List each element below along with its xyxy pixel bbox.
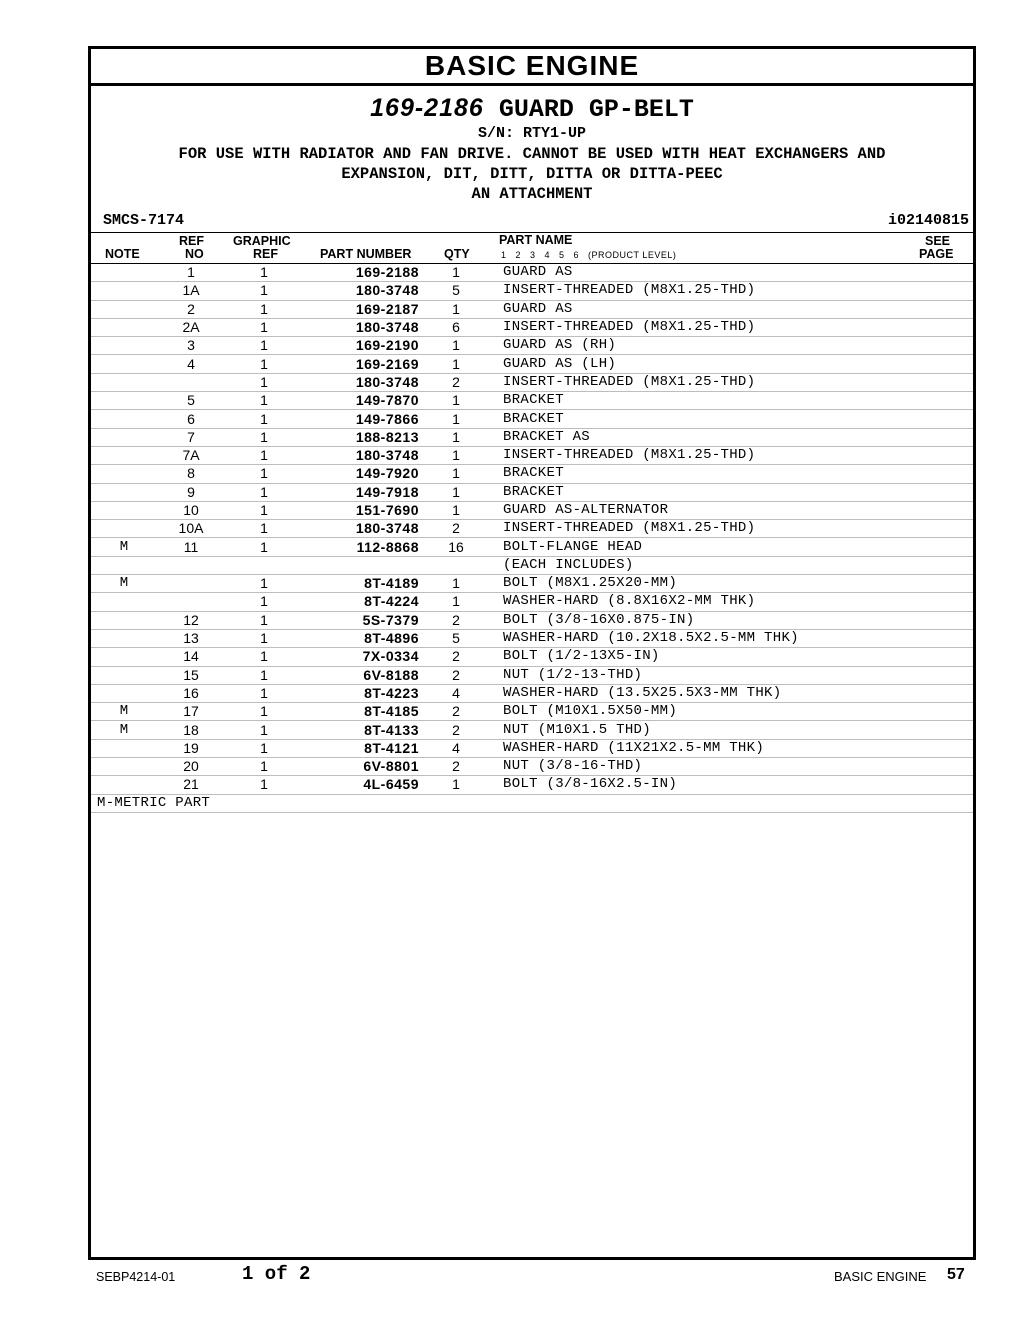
col-see-bottom: PAGE: [919, 247, 954, 261]
cell-pn: 188-8213: [303, 428, 429, 446]
cell-name: BRACKET: [483, 392, 913, 410]
cell-pn: 8T-4121: [303, 739, 429, 757]
cell-see-page: [913, 465, 973, 483]
cell-ref: 1A: [157, 282, 225, 300]
cell-qty: 1: [429, 776, 483, 794]
cell-ref: 17: [157, 703, 225, 721]
cell-see-page: [913, 556, 973, 574]
cell-pn: 8T-4896: [303, 629, 429, 647]
cell-qty: [429, 556, 483, 574]
cell-name: BOLT (M8X1.25X20-MM): [483, 575, 913, 593]
table-row: [91, 776, 973, 794]
table-row: [91, 575, 973, 593]
cell-gref: 1: [225, 282, 303, 300]
cell-pn: 169-2187: [303, 300, 429, 318]
cell-note: [91, 776, 157, 794]
col-ref-top: REF: [179, 234, 204, 248]
cell-ref: 2A: [157, 318, 225, 336]
page-number: 57: [947, 1266, 965, 1283]
cell-see-page: [913, 703, 973, 721]
cell-qty: 1: [429, 410, 483, 428]
cell-note: [91, 483, 157, 501]
serial-number: S/N: RTY1-UP: [477, 125, 587, 142]
cell-pn: 8T-4185: [303, 703, 429, 721]
cell-see-page: [913, 666, 973, 684]
cell-gref: 1: [225, 264, 303, 282]
cell-pn: 149-7918: [303, 483, 429, 501]
cell-name: BOLT (3/8-16X2.5-IN): [483, 776, 913, 794]
cell-pn: 8T-4224: [303, 593, 429, 611]
cell-name: INSERT-THREADED (M8X1.25-THD): [483, 520, 913, 538]
table-row: [91, 282, 973, 300]
cell-qty: 4: [429, 739, 483, 757]
cell-pn: [303, 556, 429, 574]
table-row: [91, 392, 973, 410]
cell-see-page: [913, 428, 973, 446]
cell-note: [91, 318, 157, 336]
cell-see-page: [913, 758, 973, 776]
cell-pn: 169-2190: [303, 337, 429, 355]
cell-qty: 2: [429, 520, 483, 538]
cell-ref: 19: [157, 739, 225, 757]
cell-ref: 12: [157, 611, 225, 629]
cell-name: INSERT-THREADED (M8X1.25-THD): [483, 282, 913, 300]
cell-ref: 21: [157, 776, 225, 794]
cell-ref: 14: [157, 648, 225, 666]
cell-pn: 5S-7379: [303, 611, 429, 629]
document-id: SEBP4214-01: [96, 1270, 176, 1284]
cell-see-page: [913, 721, 973, 739]
cell-pn: 8T-4223: [303, 684, 429, 702]
cell-note: [91, 264, 157, 282]
table-row: [91, 703, 973, 721]
cell-gref: 1: [225, 666, 303, 684]
part-title: [91, 94, 973, 124]
table-row: [91, 648, 973, 666]
cell-ref: 13: [157, 629, 225, 647]
cell-see-page: [913, 373, 973, 391]
table-row: [91, 739, 973, 757]
cell-note: [91, 739, 157, 757]
footer-section: BASIC ENGINE: [834, 1269, 927, 1284]
cell-qty: 1: [429, 428, 483, 446]
table-row: [91, 337, 973, 355]
cell-ref: 10: [157, 501, 225, 519]
table-row: [91, 538, 973, 556]
cell-pn: 7X-0334: [303, 648, 429, 666]
part-header: [91, 94, 973, 204]
column-headers: [91, 233, 973, 264]
cell-see-page: [913, 629, 973, 647]
cell-name: WASHER-HARD (11X21X2.5-MM THK): [483, 739, 913, 757]
cell-gref: 1: [225, 629, 303, 647]
table-row: [91, 264, 973, 282]
table-row: [91, 318, 973, 336]
table-row: [91, 355, 973, 373]
cell-gref: 1: [225, 520, 303, 538]
table-row: [91, 465, 973, 483]
cell-name: NUT (M10X1.5 THD): [483, 721, 913, 739]
cell-ref: 20: [157, 758, 225, 776]
cell-name: BRACKET: [483, 465, 913, 483]
cell-pn: 180-3748: [303, 282, 429, 300]
table-row: [91, 446, 973, 464]
cell-pn: 169-2188: [303, 264, 429, 282]
cell-ref: 10A: [157, 520, 225, 538]
col-note: NOTE: [105, 247, 140, 261]
cell-gref: [225, 556, 303, 574]
cell-gref: 1: [225, 684, 303, 702]
illustration-id: i02140815: [887, 212, 969, 229]
part-name-title: GUARD GP-BELT: [498, 95, 694, 124]
smcs-row: [91, 210, 973, 233]
table-row: [91, 684, 973, 702]
cell-note: [91, 520, 157, 538]
cell-name: GUARD AS: [483, 264, 913, 282]
smcs-code: SMCS-7174: [103, 212, 185, 229]
cell-qty: 1: [429, 264, 483, 282]
cell-ref: 18: [157, 721, 225, 739]
cell-gref: 1: [225, 648, 303, 666]
cell-see-page: [913, 300, 973, 318]
part-number-title: 169-2186: [370, 94, 484, 122]
cell-qty: 1: [429, 483, 483, 501]
cell-see-page: [913, 538, 973, 556]
cell-ref: [157, 575, 225, 593]
cell-name: GUARD AS (LH): [483, 355, 913, 373]
col-ref-bottom: NO: [185, 247, 204, 261]
cell-note: [91, 666, 157, 684]
cell-gref: 1: [225, 758, 303, 776]
table-row: [91, 611, 973, 629]
cell-gref: 1: [225, 483, 303, 501]
col-see-top: SEE: [925, 234, 951, 248]
table-row: [91, 501, 973, 519]
cell-qty: 2: [429, 611, 483, 629]
table-row: [91, 666, 973, 684]
cell-ref: 11: [157, 538, 225, 556]
cell-see-page: [913, 520, 973, 538]
cell-qty: 6: [429, 318, 483, 336]
cell-pn: 6V-8801: [303, 758, 429, 776]
cell-qty: 1: [429, 355, 483, 373]
table-row: [91, 721, 973, 739]
cell-qty: 4: [429, 684, 483, 702]
cell-pn: 180-3748: [303, 520, 429, 538]
cell-see-page: [913, 355, 973, 373]
cell-qty: 1: [429, 300, 483, 318]
cell-note: [91, 282, 157, 300]
cell-gref: 1: [225, 501, 303, 519]
cell-gref: 1: [225, 465, 303, 483]
cell-ref: 16: [157, 684, 225, 702]
cell-name: BRACKET: [483, 410, 913, 428]
cell-qty: 2: [429, 703, 483, 721]
cell-name: GUARD AS: [483, 300, 913, 318]
cell-note: [91, 629, 157, 647]
cell-note: [91, 392, 157, 410]
cell-gref: 1: [225, 721, 303, 739]
cell-pn: 112-8868: [303, 538, 429, 556]
cell-qty: 1: [429, 501, 483, 519]
parts-table: [91, 264, 973, 813]
description-line-2: EXPANSION, DIT, DITT, DITTA OR DITTA-PEEC: [341, 165, 723, 183]
cell-pn: 180-3748: [303, 318, 429, 336]
cell-ref: 15: [157, 666, 225, 684]
cell-qty: 1: [429, 446, 483, 464]
cell-name: BOLT (1/2-13X5-IN): [483, 648, 913, 666]
cell-note: M: [91, 721, 157, 739]
table-row: [91, 483, 973, 501]
cell-gref: 1: [225, 392, 303, 410]
cell-gref: 1: [225, 611, 303, 629]
cell-note: [91, 501, 157, 519]
cell-note: [91, 300, 157, 318]
cell-see-page: [913, 392, 973, 410]
description-line-1: FOR USE WITH RADIATOR AND FAN DRIVE. CANNOT BE USED WITH HEAT EXCHANGERS AND: [178, 145, 886, 163]
cell-pn: 8T-4133: [303, 721, 429, 739]
cell-note: [91, 428, 157, 446]
cell-pn: 169-2169: [303, 355, 429, 373]
cell-name: BRACKET AS: [483, 428, 913, 446]
cell-note: [91, 465, 157, 483]
cell-ref: 8: [157, 465, 225, 483]
cell-qty: 1: [429, 575, 483, 593]
cell-gref: 1: [225, 538, 303, 556]
cell-ref: 3: [157, 337, 225, 355]
description-line-3: AN ATTACHMENT: [471, 185, 593, 203]
table-row: [91, 629, 973, 647]
cell-note: [91, 410, 157, 428]
col-graphic-bottom: REF: [253, 247, 278, 261]
table-row: [91, 410, 973, 428]
cell-name: INSERT-THREADED (M8X1.25-THD): [483, 318, 913, 336]
cell-ref: 5: [157, 392, 225, 410]
cell-see-page: [913, 593, 973, 611]
cell-qty: 2: [429, 721, 483, 739]
cell-pn: 149-7870: [303, 392, 429, 410]
cell-gref: 1: [225, 776, 303, 794]
cell-ref: [157, 593, 225, 611]
page-frame: [88, 46, 976, 1260]
cell-note: M: [91, 538, 157, 556]
cell-see-page: [913, 776, 973, 794]
cell-name: INSERT-THREADED (M8X1.25-THD): [483, 373, 913, 391]
cell-note: M: [91, 575, 157, 593]
cell-note: [91, 556, 157, 574]
table-row: [91, 373, 973, 391]
cell-see-page: [913, 446, 973, 464]
cell-gref: 1: [225, 593, 303, 611]
cell-name: BOLT-FLANGE HEAD: [483, 538, 913, 556]
cell-see-page: [913, 611, 973, 629]
cell-pn: 149-7866: [303, 410, 429, 428]
metric-footnote: M-METRIC PART: [91, 794, 973, 812]
cell-ref: 6: [157, 410, 225, 428]
cell-note: [91, 611, 157, 629]
cell-see-page: [913, 337, 973, 355]
cell-qty: 1: [429, 593, 483, 611]
col-part-name: PART NAME: [499, 233, 573, 247]
cell-note: [91, 593, 157, 611]
cell-note: [91, 373, 157, 391]
cell-name: BOLT (3/8-16X0.875-IN): [483, 611, 913, 629]
cell-see-page: [913, 684, 973, 702]
cell-name: GUARD AS-ALTERNATOR: [483, 501, 913, 519]
cell-ref: 9: [157, 483, 225, 501]
cell-gref: 1: [225, 428, 303, 446]
cell-see-page: [913, 410, 973, 428]
cell-name: (EACH INCLUDES): [483, 556, 913, 574]
table-row: [91, 428, 973, 446]
cell-gref: 1: [225, 300, 303, 318]
cell-pn: 6V-8188: [303, 666, 429, 684]
cell-see-page: [913, 648, 973, 666]
cell-note: [91, 684, 157, 702]
cell-note: [91, 446, 157, 464]
cell-see-page: [913, 282, 973, 300]
cell-qty: 2: [429, 758, 483, 776]
cell-see-page: [913, 575, 973, 593]
cell-gref: 1: [225, 355, 303, 373]
page-of: 1 of 2: [242, 1263, 311, 1285]
col-part-number: PART NUMBER: [320, 247, 412, 261]
cell-see-page: [913, 264, 973, 282]
cell-pn: 4L-6459: [303, 776, 429, 794]
table-row: [91, 520, 973, 538]
cell-qty: 2: [429, 666, 483, 684]
cell-gref: 1: [225, 410, 303, 428]
cell-name: BOLT (M10X1.5X50-MM): [483, 703, 913, 721]
col-graphic-top: GRAPHIC: [233, 234, 291, 248]
cell-qty: 1: [429, 337, 483, 355]
cell-gref: 1: [225, 318, 303, 336]
cell-gref: 1: [225, 703, 303, 721]
col-qty: QTY: [444, 247, 470, 261]
cell-gref: 1: [225, 373, 303, 391]
cell-gref: 1: [225, 575, 303, 593]
cell-see-page: [913, 739, 973, 757]
cell-see-page: [913, 483, 973, 501]
page-footer: [0, 1262, 1020, 1292]
cell-gref: 1: [225, 739, 303, 757]
cell-name: INSERT-THREADED (M8X1.25-THD): [483, 446, 913, 464]
cell-see-page: [913, 501, 973, 519]
cell-ref: 7: [157, 428, 225, 446]
cell-ref: 4: [157, 355, 225, 373]
cell-note: [91, 355, 157, 373]
cell-pn: 8T-4189: [303, 575, 429, 593]
cell-name: WASHER-HARD (8.8X16X2-MM THK): [483, 593, 913, 611]
table-row: [91, 556, 973, 574]
footnote-row: [91, 794, 973, 812]
cell-qty: 2: [429, 648, 483, 666]
cell-note: [91, 758, 157, 776]
table-row: [91, 758, 973, 776]
cell-name: BRACKET: [483, 483, 913, 501]
cell-note: [91, 337, 157, 355]
cell-ref: [157, 556, 225, 574]
cell-gref: 1: [225, 337, 303, 355]
col-product-level: 1 2 3 4 5 6 (PRODUCT LEVEL): [501, 250, 677, 260]
cell-name: WASHER-HARD (10.2X18.5X2.5-MM THK): [483, 629, 913, 647]
cell-name: NUT (1/2-13-THD): [483, 666, 913, 684]
cell-pn: 180-3748: [303, 446, 429, 464]
cell-see-page: [913, 318, 973, 336]
cell-ref: 7A: [157, 446, 225, 464]
section-title: BASIC ENGINE: [91, 49, 973, 86]
cell-gref: 1: [225, 446, 303, 464]
cell-qty: 2: [429, 373, 483, 391]
cell-name: WASHER-HARD (13.5X25.5X3-MM THK): [483, 684, 913, 702]
table-row: [91, 593, 973, 611]
cell-note: [91, 648, 157, 666]
cell-qty: 5: [429, 282, 483, 300]
cell-pn: 151-7690: [303, 501, 429, 519]
cell-ref: [157, 373, 225, 391]
cell-ref: 1: [157, 264, 225, 282]
cell-ref: 2: [157, 300, 225, 318]
table-row: [91, 300, 973, 318]
cell-name: GUARD AS (RH): [483, 337, 913, 355]
cell-qty: 5: [429, 629, 483, 647]
cell-qty: 16: [429, 538, 483, 556]
cell-pn: 180-3748: [303, 373, 429, 391]
cell-name: NUT (3/8-16-THD): [483, 758, 913, 776]
cell-qty: 1: [429, 392, 483, 410]
cell-note: M: [91, 703, 157, 721]
cell-qty: 1: [429, 465, 483, 483]
cell-pn: 149-7920: [303, 465, 429, 483]
